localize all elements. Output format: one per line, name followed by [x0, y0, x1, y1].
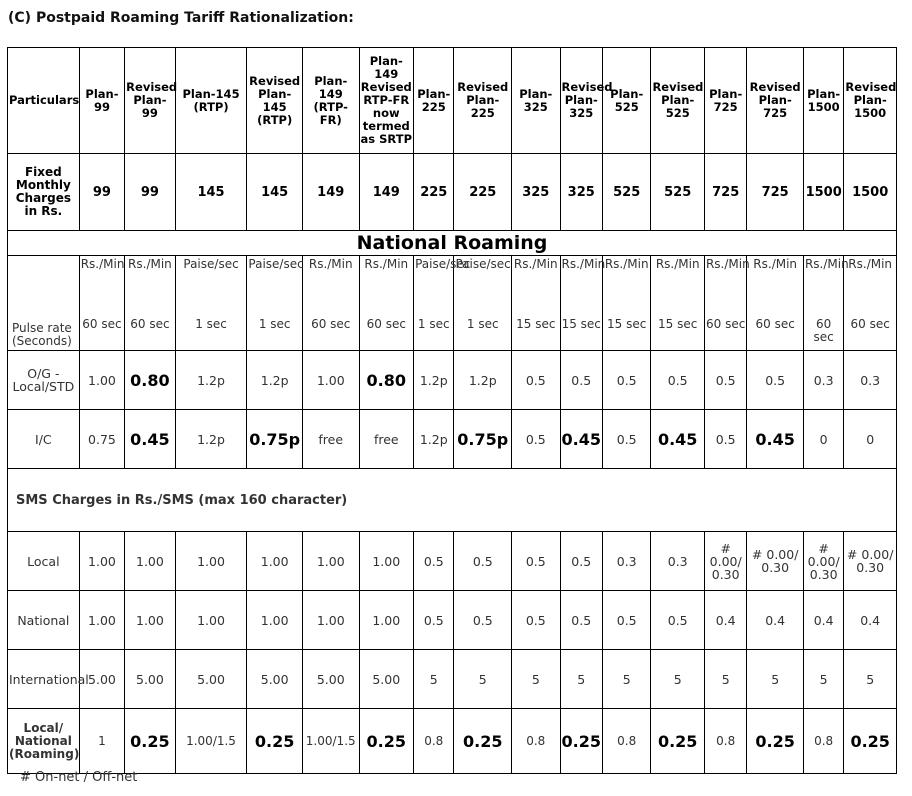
- value-cell: 0.5: [747, 351, 804, 410]
- fixed-charge-cell: 325: [560, 154, 602, 231]
- row-label: National: [8, 591, 80, 650]
- value-cell: 0.25: [651, 709, 705, 774]
- value-cell: 0.5: [512, 410, 560, 469]
- plan-header: Plan-725: [704, 48, 746, 154]
- pulse-unit: Rs./Min: [804, 257, 849, 271]
- pulse-unit: Rs./Min: [364, 257, 409, 271]
- plan-header: Revised Plan-725: [747, 48, 804, 154]
- value-cell: 0.3: [651, 532, 705, 591]
- sms-international-row: [8, 650, 897, 709]
- pulse-unit: Rs./Min: [128, 257, 172, 271]
- fixed-charge-cell: 325: [512, 154, 560, 231]
- sms-section-heading: SMS Charges in Rs./SMS (max 160 character): [8, 469, 897, 532]
- pulse-cell: [651, 256, 705, 351]
- pulse-unit: Rs./Min: [753, 257, 798, 271]
- value-cell: 1: [79, 709, 124, 774]
- value-cell: 5: [651, 650, 705, 709]
- pulse-unit: Rs./Min: [561, 257, 606, 271]
- value-cell: 0.25: [247, 709, 303, 774]
- value-cell: 0.5: [560, 591, 602, 650]
- ic-row: [8, 410, 897, 469]
- value-cell: 5: [602, 650, 650, 709]
- pulse-value: 60 sec: [130, 317, 170, 331]
- value-cell: 5.00: [247, 650, 303, 709]
- plan-header: Plan-1500: [803, 48, 843, 154]
- row-label: Local/ National (Roaming): [8, 709, 80, 774]
- value-cell: 1.00: [79, 532, 124, 591]
- value-cell: # 0.00/ 0.30: [747, 532, 804, 591]
- value-cell: 1.00/1.5: [302, 709, 359, 774]
- value-cell: 5.00: [125, 650, 176, 709]
- row-label: I/C: [8, 410, 80, 469]
- pulse-value: 60 sec: [366, 317, 406, 331]
- pulse-value: 15 sec: [516, 317, 556, 331]
- pulse-rate-row: [8, 256, 897, 351]
- pulse-unit: Rs./Min: [308, 257, 353, 271]
- pulse-cell: [803, 256, 849, 351]
- fixed-charge-cell: 1500: [803, 154, 843, 231]
- value-cell: 5: [454, 650, 512, 709]
- fixed-charge-cell: 725: [747, 154, 804, 231]
- row-label: O/G - Local/STD: [8, 351, 80, 410]
- value-cell: 1.00: [302, 591, 359, 650]
- value-cell: 0.4: [844, 591, 897, 650]
- pulse-cell: [125, 256, 176, 351]
- value-cell: 0.5: [512, 532, 560, 591]
- value-cell: 5: [747, 650, 804, 709]
- value-cell: 0: [844, 410, 897, 469]
- value-cell: 0.25: [844, 709, 897, 774]
- value-cell: 5.00: [359, 650, 414, 709]
- value-cell: 0.8: [803, 709, 843, 774]
- row-label: [8, 256, 80, 351]
- sms-national-row: [8, 591, 897, 650]
- fixed-charge-cell: 525: [602, 154, 650, 231]
- fixed-charges-row: [8, 154, 897, 231]
- value-cell: 1.2p: [175, 410, 247, 469]
- fixed-charge-cell: 145: [175, 154, 247, 231]
- pulse-unit: Rs./Min: [80, 257, 125, 271]
- pulse-cell: [512, 256, 560, 351]
- fixed-charge-cell: 225: [414, 154, 454, 231]
- value-cell: 5: [560, 650, 602, 709]
- plan-header: Plan-525: [602, 48, 650, 154]
- value-cell: 1.2p: [247, 351, 303, 410]
- value-cell: 5.00: [302, 650, 359, 709]
- value-cell: 1.00: [359, 591, 414, 650]
- pulse-value: 1 sec: [466, 317, 499, 331]
- value-cell: 0.5: [704, 351, 746, 410]
- value-cell: 0.45: [747, 410, 804, 469]
- pulse-rate-label: Pulse rate (Seconds): [12, 321, 72, 348]
- national-roaming-row: [8, 231, 897, 256]
- value-cell: # 0.00/ 0.30: [803, 532, 843, 591]
- fixed-charge-cell: 225: [454, 154, 512, 231]
- pulse-cell: [414, 256, 471, 351]
- pulse-cell: [844, 256, 897, 351]
- value-cell: 5: [844, 650, 897, 709]
- value-cell: 0.5: [414, 591, 454, 650]
- pulse-cell: [175, 256, 247, 351]
- value-cell: 5.00: [175, 650, 247, 709]
- value-cell: 0.5: [602, 410, 650, 469]
- value-cell: free: [302, 410, 359, 469]
- value-cell: 5: [803, 650, 843, 709]
- plan-header: Plan-99: [79, 48, 124, 154]
- value-cell: 0.25: [454, 709, 512, 774]
- value-cell: 0.45: [560, 410, 602, 469]
- sms-local-national-roaming-row: [8, 709, 897, 774]
- pulse-value: 1 sec: [258, 317, 291, 331]
- value-cell: 0.5: [602, 351, 650, 410]
- value-cell: 1.00: [79, 351, 124, 410]
- value-cell: 0.4: [803, 591, 843, 650]
- value-cell: 0.45: [125, 410, 176, 469]
- value-cell: 1.2p: [175, 351, 247, 410]
- plan-header: Revised Plan-225: [454, 48, 512, 154]
- pulse-unit: Rs./Min: [848, 257, 893, 271]
- value-cell: 0.5: [704, 410, 746, 469]
- value-cell: 0.25: [560, 709, 602, 774]
- pulse-unit: Paise/sec: [415, 257, 471, 271]
- value-cell: 0.3: [803, 351, 843, 410]
- fixed-charge-cell: 1500: [844, 154, 897, 231]
- pulse-value: 15 sec: [561, 317, 601, 331]
- pulse-unit: Rs./Min: [604, 257, 649, 271]
- value-cell: 0.75p: [247, 410, 303, 469]
- plan-header: Revised Plan-325: [560, 48, 602, 154]
- value-cell: 0.5: [560, 351, 602, 410]
- plan-header: Revised Plan-99: [125, 48, 176, 154]
- fixed-charge-cell: 99: [79, 154, 124, 231]
- fixed-charge-cell: 525: [651, 154, 705, 231]
- value-cell: 1.00: [247, 591, 303, 650]
- fixed-charge-cell: 149: [302, 154, 359, 231]
- pulse-value: 15 sec: [607, 317, 647, 331]
- value-cell: 1.00: [302, 351, 359, 410]
- pulse-unit: Rs./Min: [655, 257, 700, 271]
- pulse-cell: [359, 256, 414, 351]
- og-local-std-row: [8, 351, 897, 410]
- pulse-value: 1 sec: [195, 317, 227, 331]
- fixed-charge-cell: 725: [704, 154, 746, 231]
- value-cell: 0.25: [359, 709, 414, 774]
- value-cell: 1.2p: [414, 351, 454, 410]
- value-cell: # 0.00/ 0.30: [704, 532, 746, 591]
- pulse-cell: [747, 256, 804, 351]
- value-cell: # 0.00/ 0.30: [844, 532, 897, 591]
- value-cell: 0.5: [651, 351, 705, 410]
- plan-header: Plan-325: [512, 48, 560, 154]
- value-cell: 0.5: [560, 532, 602, 591]
- pulse-cell: [247, 256, 303, 351]
- value-cell: free: [359, 410, 414, 469]
- row-label: Fixed Monthly Charges in Rs.: [8, 154, 80, 231]
- pulse-value: 15 sec: [658, 317, 698, 331]
- value-cell: 1.00: [302, 532, 359, 591]
- value-cell: 0.5: [414, 532, 454, 591]
- value-cell: 0.25: [125, 709, 176, 774]
- roaming-tariff-table: [7, 47, 897, 774]
- value-cell: 0.8: [414, 709, 454, 774]
- fixed-charge-cell: 99: [125, 154, 176, 231]
- value-cell: 0.8: [704, 709, 746, 774]
- fixed-charge-cell: 149: [359, 154, 414, 231]
- value-cell: 1.00: [175, 532, 247, 591]
- pulse-value: 60 sec: [311, 317, 351, 331]
- plan-header: Plan-149 Revised RTP-FR now termed as SRTP: [359, 48, 414, 154]
- value-cell: 5: [512, 650, 560, 709]
- value-cell: 1.2p: [454, 351, 512, 410]
- plan-header: Plan-149 (RTP-FR): [302, 48, 359, 154]
- value-cell: 0.5: [602, 591, 650, 650]
- value-cell: 0.5: [454, 591, 512, 650]
- fixed-charge-cell: 145: [247, 154, 303, 231]
- pulse-unit: Paise/sec: [183, 257, 239, 271]
- value-cell: 0.8: [602, 709, 650, 774]
- value-cell: 1.00: [175, 591, 247, 650]
- pulse-unit: Paise/sec: [455, 257, 511, 271]
- value-cell: 0.5: [454, 532, 512, 591]
- value-cell: 0.75p: [454, 410, 512, 469]
- value-cell: 5.00: [79, 650, 124, 709]
- pulse-cell: [454, 256, 512, 351]
- value-cell: 0: [803, 410, 843, 469]
- pulse-unit: Paise/sec: [248, 257, 304, 271]
- pulse-unit: Rs./Min: [705, 257, 750, 271]
- value-cell: 0.5: [512, 351, 560, 410]
- plan-header: Revised Plan-1500: [844, 48, 897, 154]
- value-cell: 1.00: [359, 532, 414, 591]
- pulse-value: 60 sec: [706, 317, 746, 331]
- pulse-cell: [79, 256, 124, 351]
- value-cell: 1.00: [125, 591, 176, 650]
- header-row: [8, 48, 897, 154]
- footnote: # On-net / Off-net: [20, 770, 138, 785]
- value-cell: 1.00/1.5: [175, 709, 247, 774]
- value-cell: 0.3: [602, 532, 650, 591]
- value-cell: 1.00: [125, 532, 176, 591]
- value-cell: 0.75: [79, 410, 124, 469]
- value-cell: 0.4: [704, 591, 746, 650]
- pulse-cell: [704, 256, 750, 351]
- value-cell: 0.80: [359, 351, 414, 410]
- sms-local-row: [8, 532, 897, 591]
- value-cell: 0.4: [747, 591, 804, 650]
- plan-header: Plan-145 (RTP): [175, 48, 247, 154]
- particulars-header: Particulars: [8, 48, 80, 154]
- value-cell: 0.8: [512, 709, 560, 774]
- value-cell: 0.25: [747, 709, 804, 774]
- value-cell: 1.2p: [414, 410, 454, 469]
- plan-header: Plan-225: [414, 48, 454, 154]
- value-cell: 5: [414, 650, 454, 709]
- page-title: (C) Postpaid Roaming Tariff Rationalization:: [8, 10, 354, 26]
- pulse-value: 60 sec: [755, 317, 795, 331]
- row-label: International: [8, 650, 80, 709]
- pulse-value: 60 sec: [82, 317, 122, 331]
- row-label: Local: [8, 532, 80, 591]
- value-cell: 0.80: [125, 351, 176, 410]
- value-cell: 0.5: [512, 591, 560, 650]
- value-cell: 1.00: [79, 591, 124, 650]
- value-cell: 5: [704, 650, 746, 709]
- value-cell: 1.00: [247, 532, 303, 591]
- pulse-value: 1 sec: [417, 317, 450, 331]
- value-cell: 0.3: [844, 351, 897, 410]
- section-heading: National Roaming: [8, 231, 897, 256]
- pulse-cell: [560, 256, 606, 351]
- plan-header: Revised Plan-525: [651, 48, 705, 154]
- value-cell: 0.45: [651, 410, 705, 469]
- pulse-cell: [302, 256, 359, 351]
- pulse-value: 60 sec: [813, 317, 834, 344]
- plan-header: Revised Plan-145 (RTP): [247, 48, 303, 154]
- value-cell: 0.5: [651, 591, 705, 650]
- pulse-unit: Rs./Min: [513, 257, 558, 271]
- sms-heading-row: [8, 469, 897, 532]
- pulse-cell: [602, 256, 650, 351]
- pulse-value: 60 sec: [850, 317, 890, 331]
